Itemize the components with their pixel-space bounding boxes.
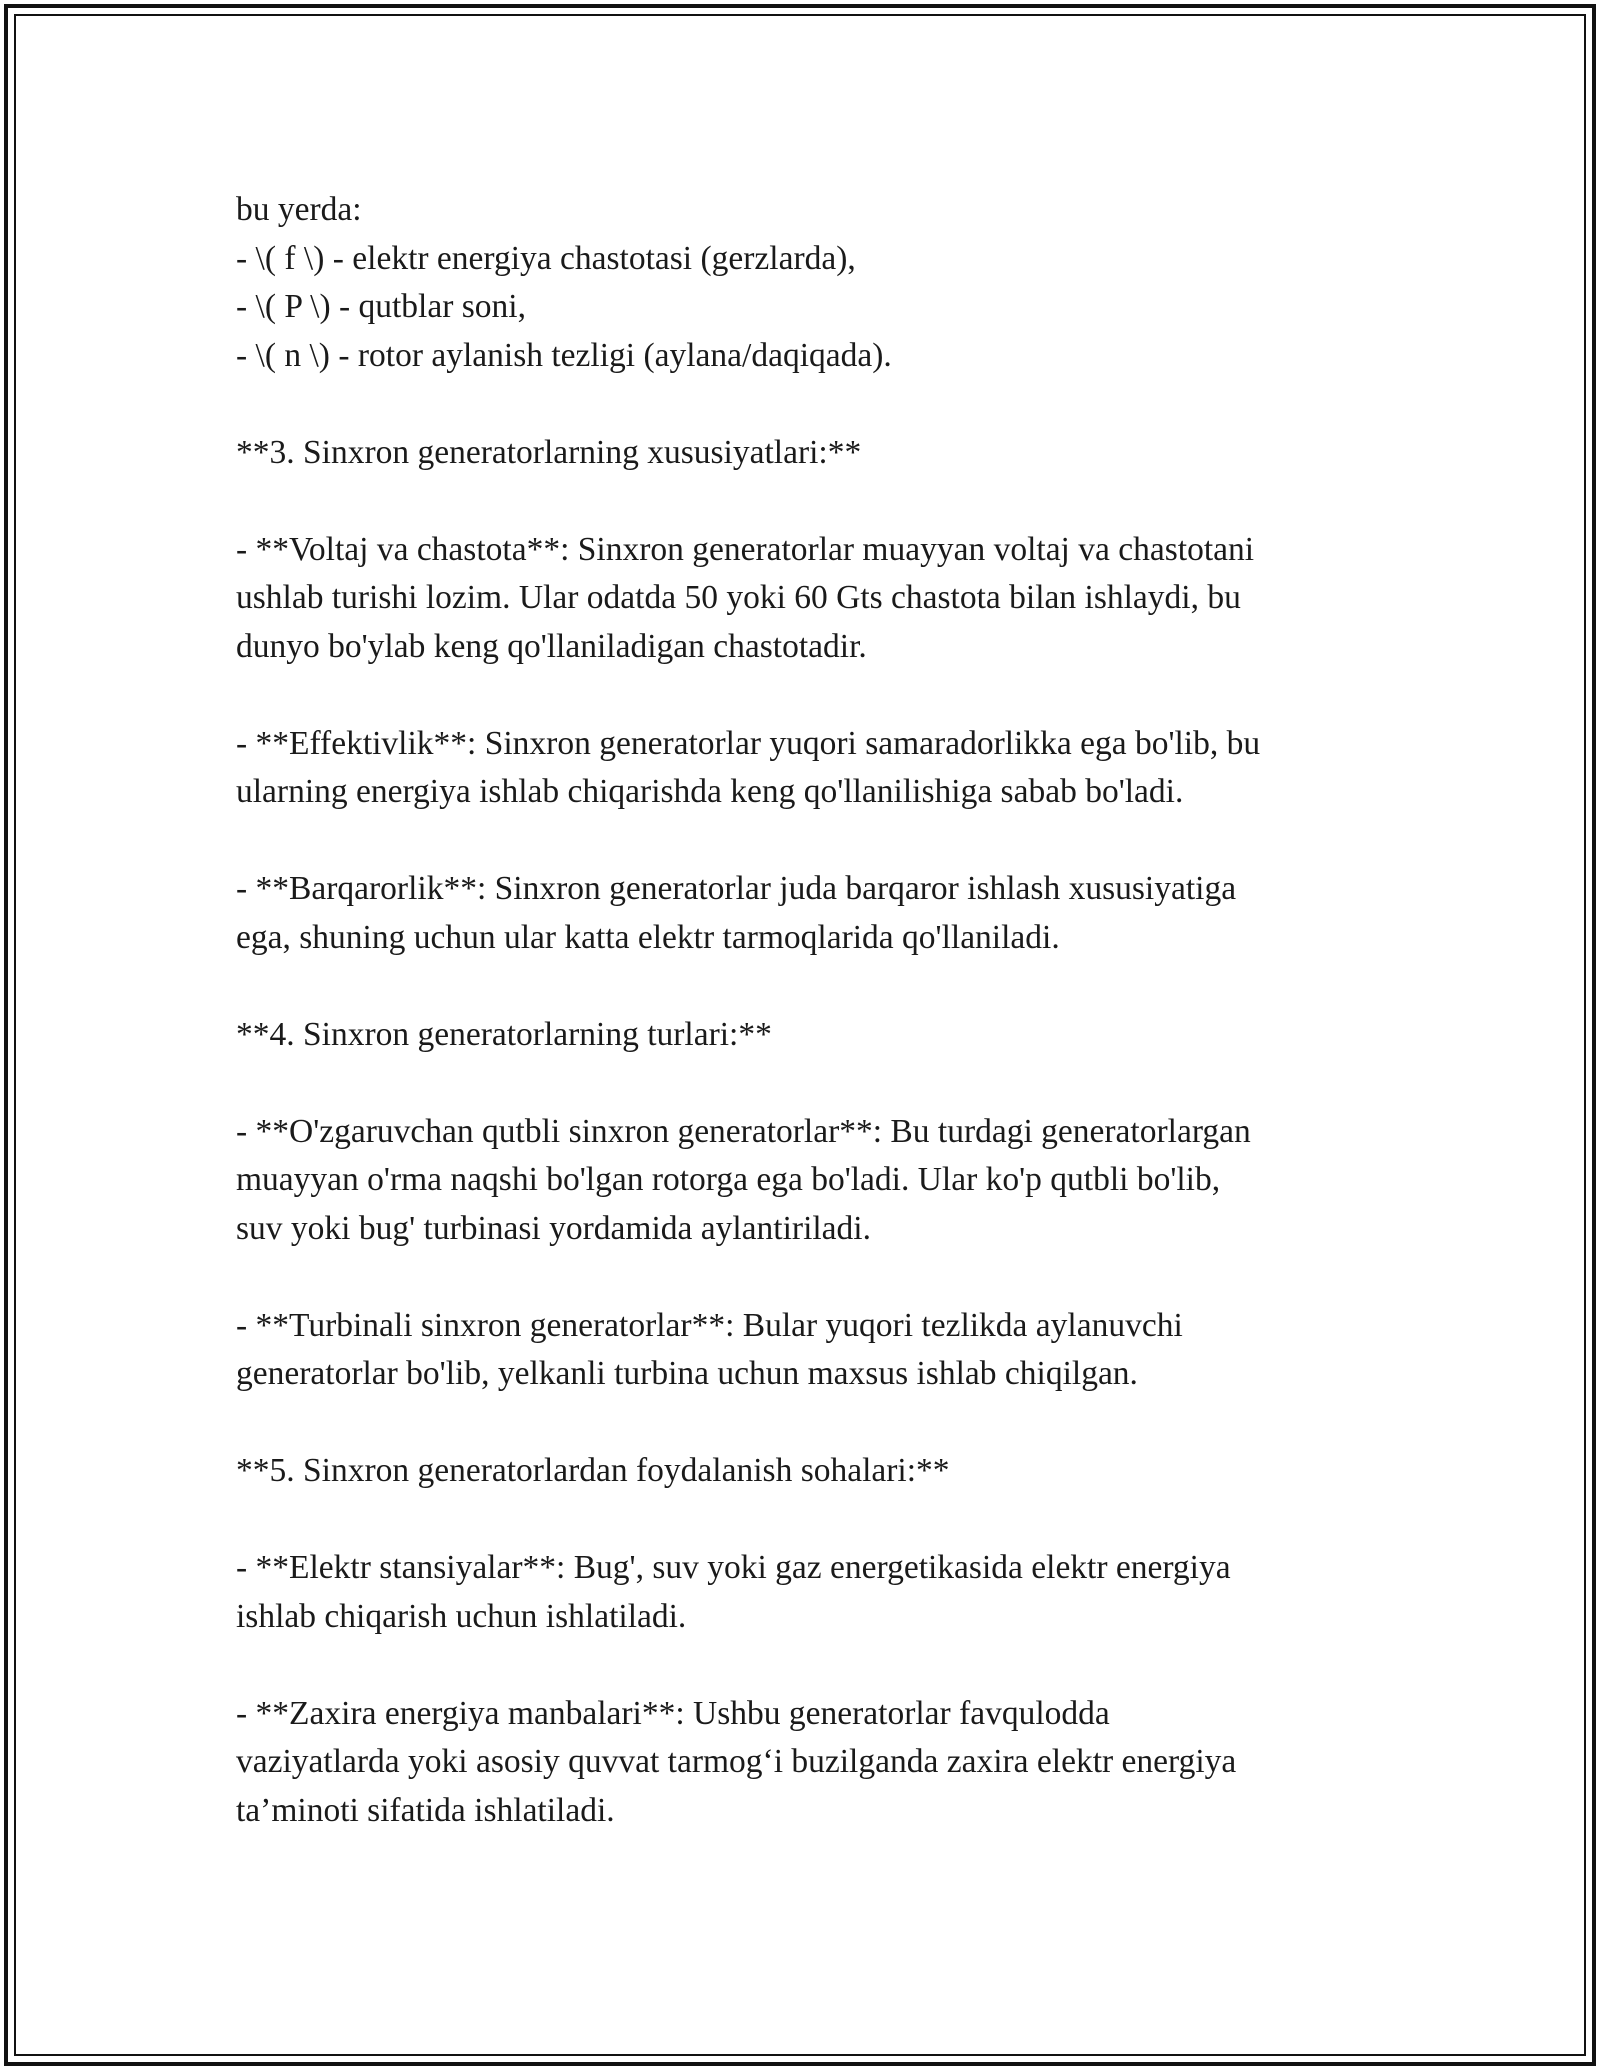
text-line: generatorlar bo'lib, yelkanli turbina uchun maxsus ishlab chiqilgan.: [236, 1355, 1138, 1392]
text-line: suv yoki bug' turbinasi yordamida aylantiriladi.: [236, 1209, 871, 1247]
text-line: muayyan o'rma naqshi bo'lgan rotorga ega bo'ladi. Ular ko'p qutbli bo'lib,: [236, 1161, 1221, 1198]
text-line: - \( n \) - rotor aylanish tezligi (aylana/daqiqada).: [236, 336, 892, 374]
text-line: - **Turbinali sinxron generatorlar**: Bular yuqori tezlikda aylanuvchi: [236, 1306, 1183, 1344]
text-line: **3. Sinxron generatorlarning xususiyatlari:**: [236, 433, 862, 471]
blank-line: [236, 1059, 1376, 1108]
text-line: - **Elektr stansiyalar**: Bug', suv yoki gaz energetikasida elektr energiya: [236, 1549, 1231, 1586]
blank-line: [236, 962, 1376, 1011]
text-line: dunyo bo'ylab keng qo'llaniladigan chastotadir.: [236, 627, 867, 665]
blank-line: [236, 1496, 1376, 1545]
blank-line: [236, 477, 1376, 526]
text-line: - **Voltaj va chastota**: Sinxron generatorlar muayyan voltaj va chastotani: [236, 530, 1255, 568]
text-line: **5. Sinxron generatorlardan foydalanish sohalari:**: [236, 1452, 950, 1489]
text-line: - **O'zgaruvchan qutbli sinxron generatorlar**: Bu turdagi generatorlargan: [236, 1112, 1251, 1150]
text-line: ishlab chiqarish uchun ishlatiladi.: [236, 1597, 687, 1635]
blank-line: [236, 1399, 1376, 1448]
blank-line: [236, 1253, 1376, 1302]
text-line: vaziyatlarda yoki asosiy quvvat tarmog‘i buzilganda zaxira elektr energiya: [236, 1743, 1237, 1780]
text-line: ularning energiya ishlab chiqarishda keng qo'llanilishiga sabab bo'ladi.: [236, 773, 1184, 810]
document-body: [236, 186, 1376, 1835]
text-line: **4. Sinxron generatorlarning turlari:**: [236, 1015, 772, 1053]
text-line: ta’minoti sifatida ishlatiladi.: [236, 1791, 615, 1829]
text-line: - **Barqarorlik**: Sinxron generatorlar juda barqaror ishlash xususiyatiga: [236, 870, 1237, 907]
text-line: ega, shuning uchun ular katta elektr tarmoqlarida qo'llaniladi.: [236, 918, 1060, 956]
text-line: - \( P \) - qutblar soni,: [236, 288, 526, 325]
text-line: - **Zaxira energiya manbalari**: Ushbu generatorlar favqulodda: [236, 1694, 1110, 1732]
text-line: - \( f \) - elektr energiya chastotasi (gerzlarda),: [236, 239, 856, 277]
text-line: bu yerda:: [236, 191, 362, 228]
blank-line: [236, 817, 1376, 866]
blank-line: [236, 1641, 1376, 1690]
blank-line: [236, 380, 1376, 429]
text-line: - **Effektivlik**: Sinxron generatorlar yuqori samaradorlikka ega bo'lib, bu: [236, 724, 1261, 762]
text-line: ushlab turishi lozim. Ular odatda 50 yoki 60 Gts chastota bilan ishlaydi, bu: [236, 579, 1241, 616]
blank-line: [236, 671, 1376, 720]
